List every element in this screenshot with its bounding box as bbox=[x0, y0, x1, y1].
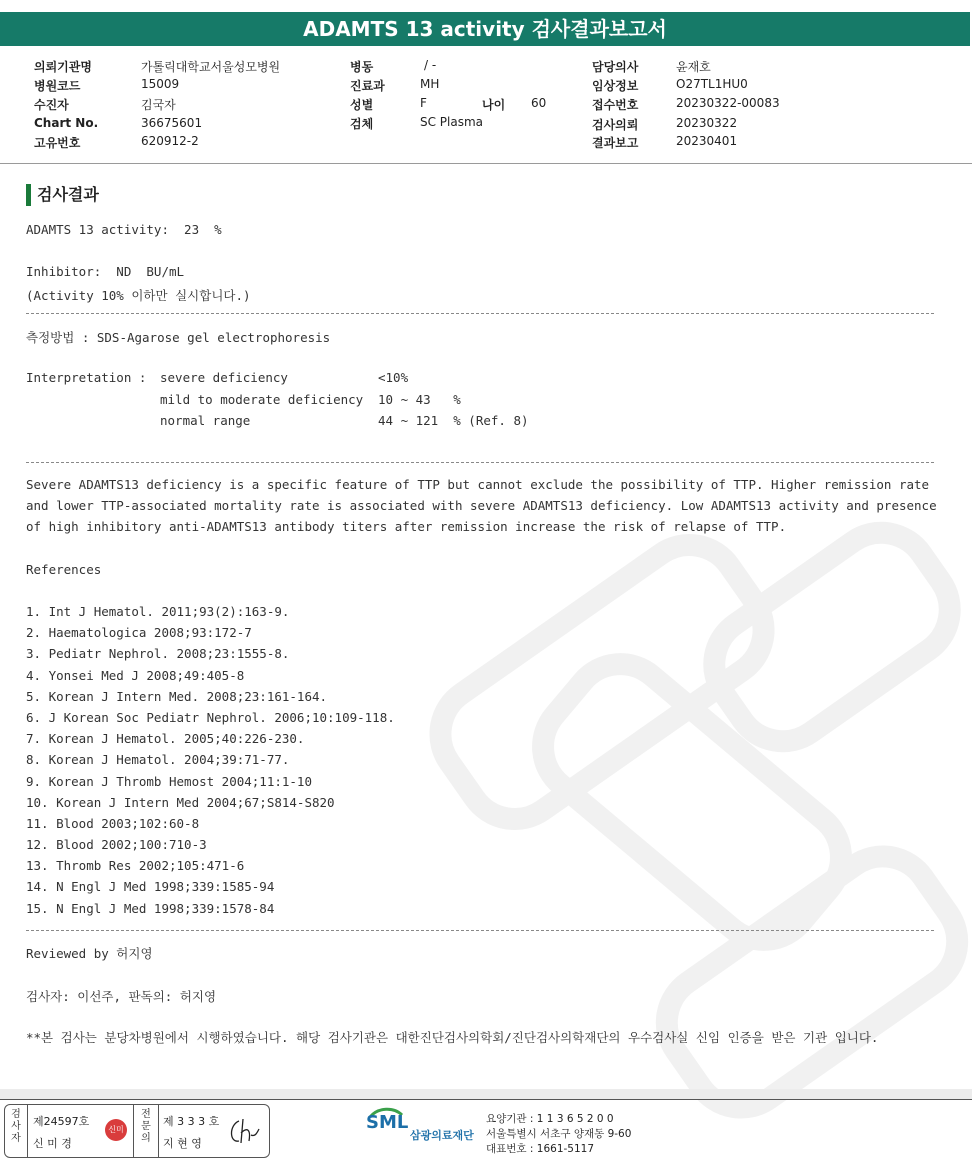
reference-item: 12. Blood 2002;100:710-3 bbox=[26, 837, 207, 853]
footer-divider bbox=[0, 1099, 972, 1100]
header-label: 결과보고 bbox=[592, 136, 639, 150]
reviewed-by: Reviewed by 허지영 bbox=[26, 946, 153, 961]
interpretation-range: <10% bbox=[378, 370, 409, 385]
brand-subtitle: 삼광의료재단 bbox=[410, 1129, 474, 1142]
reference-item: 4. Yonsei Med J 2008;49:405-8 bbox=[26, 667, 245, 683]
reference-item: 2. Haematologica 2008;93:172-7 bbox=[26, 625, 252, 641]
activity-result: ADAMTS 13 activity: 23 % bbox=[26, 222, 222, 237]
phone: 대표번호 : 1661-5117 bbox=[486, 1143, 595, 1155]
header-label: 나이 bbox=[482, 98, 506, 112]
header-value: 20230322-00083 bbox=[676, 96, 780, 110]
reference-item: 6. J Korean Soc Pediatr Nephrol. 2006;10:109-118. bbox=[26, 709, 395, 725]
header-value: 윤재호 bbox=[676, 60, 711, 74]
header-value: 김국자 bbox=[141, 98, 176, 112]
examiner-vertical-cell bbox=[5, 1105, 28, 1157]
reference-item: 3. Pediatr Nephrol. 2008;23:1555-8. bbox=[26, 646, 290, 662]
reviewer-license: 제 3 3 3 호 bbox=[163, 1115, 220, 1128]
signature-box bbox=[4, 1104, 270, 1158]
examiner-vertical-label: 검사자 bbox=[11, 1109, 21, 1144]
header-divider bbox=[0, 163, 972, 164]
interpretation-label: Interpretation : bbox=[26, 370, 147, 385]
reference-item: 7. Korean J Hematol. 2005;40:226-230. bbox=[26, 731, 305, 747]
interpretation-category: mild to moderate deficiency bbox=[160, 392, 364, 407]
header-value: 20230322 bbox=[676, 116, 738, 130]
header-value: 15009 bbox=[141, 77, 180, 91]
header-label: 접수번호 bbox=[592, 98, 639, 112]
reference-item: 9. Korean J Thromb Hemost 2004;11:1-10 bbox=[26, 773, 312, 789]
brand-logo: SML bbox=[366, 1112, 409, 1133]
header-label: 병동 bbox=[350, 60, 374, 74]
signature-icon bbox=[225, 1115, 261, 1147]
seal-stamp-icon: 신미경 bbox=[105, 1119, 127, 1141]
dashed-divider bbox=[26, 313, 934, 314]
header-value: / - bbox=[424, 58, 437, 72]
dashed-divider bbox=[26, 930, 934, 931]
section-title: 검사결과 bbox=[26, 184, 99, 206]
notice-text: **본 검사는 분당차병원에서 시행하였습니다. 해당 검사기관은 대한진단검사의학회/진단검사의학재단의 우수검사실 신임 인증을 받은 기관 입니다. bbox=[26, 1030, 879, 1045]
header-label: 검사의뢰 bbox=[592, 118, 639, 132]
clinical-comment: Severe ADAMTS13 deficiency is a specific feature of TTP but cannot exclude the possibility of TTP. Higher remission rate and lower TTP-associated mortality rate is associated with severe ADAMTS13 deficiency. Low ADAMTS13 activity and presence of high inhibitory anti-ADAMTS13 antibody titers after remission increase the risk of relapse of TTP. bbox=[26, 477, 937, 534]
header-label: 담당의사 bbox=[592, 60, 639, 74]
reference-item: 14. N Engl J Med 1998;339:1585-94 bbox=[26, 879, 275, 895]
header-label: 고유번호 bbox=[34, 136, 81, 150]
reviewer-vertical-cell bbox=[133, 1105, 159, 1157]
inhibitor-result: Inhibitor: ND BU/mL bbox=[26, 264, 185, 279]
references-title: References bbox=[26, 562, 102, 577]
reference-item: 11. Blood 2003;102:60-8 bbox=[26, 815, 200, 831]
dashed-divider bbox=[26, 462, 934, 463]
care-institution-no: 요양기관 : 1 1 3 6 5 2 0 0 bbox=[486, 1113, 614, 1125]
inhibitor-note: (Activity 10% 이하만 실시합니다.) bbox=[26, 288, 251, 303]
header-value: 가톨릭대학교서울성모병원 bbox=[141, 60, 281, 74]
footer-band bbox=[0, 1089, 972, 1099]
interpretation-range: 44 ~ 121 % (Ref. 8) bbox=[378, 413, 529, 428]
header-label: 검체 bbox=[350, 117, 374, 131]
header-label: 임상정보 bbox=[592, 79, 639, 93]
header-value: 60 bbox=[531, 96, 547, 110]
reference-item: 5. Korean J Intern Med. 2008;23:161-164. bbox=[26, 688, 328, 704]
header-label: 수진자 bbox=[34, 98, 69, 112]
interpretation-range: 10 ~ 43 % bbox=[378, 392, 461, 407]
references-list bbox=[26, 601, 395, 919]
header-value: 36675601 bbox=[141, 116, 203, 130]
interpretation-category: normal range bbox=[160, 413, 251, 428]
method-line: 측정방법 : SDS-Agarose gel electrophoresis bbox=[26, 330, 331, 345]
header-value: O27TL1HU0 bbox=[676, 77, 748, 91]
reviewer-name: 지 현 영 bbox=[163, 1137, 202, 1150]
header-label: 의뢰기관명 bbox=[34, 60, 92, 74]
header-value: 20230401 bbox=[676, 134, 738, 148]
address: 서울특별시 서초구 양재동 9-60 bbox=[486, 1128, 632, 1140]
examiner-name: 신 미 경 bbox=[33, 1137, 72, 1150]
report-title: ADAMTS 13 activity 검사결과보고서 bbox=[0, 12, 970, 46]
header-value: 620912-2 bbox=[141, 134, 199, 148]
examiners-line: 검사자: 이선주, 판독의: 허지영 bbox=[26, 989, 217, 1004]
reference-item: 1. Int J Hematol. 2011;93(2):163-9. bbox=[26, 604, 290, 619]
header-value: MH bbox=[420, 77, 440, 91]
header-label: 성별 bbox=[350, 98, 374, 112]
reference-item: 15. N Engl J Med 1998;339:1578-84 bbox=[26, 900, 275, 916]
header-label: 병원코드 bbox=[34, 79, 81, 93]
header-label: 진료과 bbox=[350, 79, 385, 93]
examiner-license: 제24597호 bbox=[33, 1115, 90, 1128]
reference-item: 13. Thromb Res 2002;105:471-6 bbox=[26, 858, 245, 874]
header-label: Chart No. bbox=[34, 116, 99, 130]
reference-item: 10. Korean J Intern Med 2004;67;S814-S820 bbox=[26, 794, 335, 810]
interpretation-category: severe deficiency bbox=[160, 370, 288, 385]
reviewer-vertical-label: 전문의 bbox=[141, 1109, 151, 1144]
reference-item: 8. Korean J Hematol. 2004;39:71-77. bbox=[26, 752, 290, 768]
header-value: F bbox=[420, 96, 427, 110]
header-value: SC Plasma bbox=[420, 115, 484, 129]
